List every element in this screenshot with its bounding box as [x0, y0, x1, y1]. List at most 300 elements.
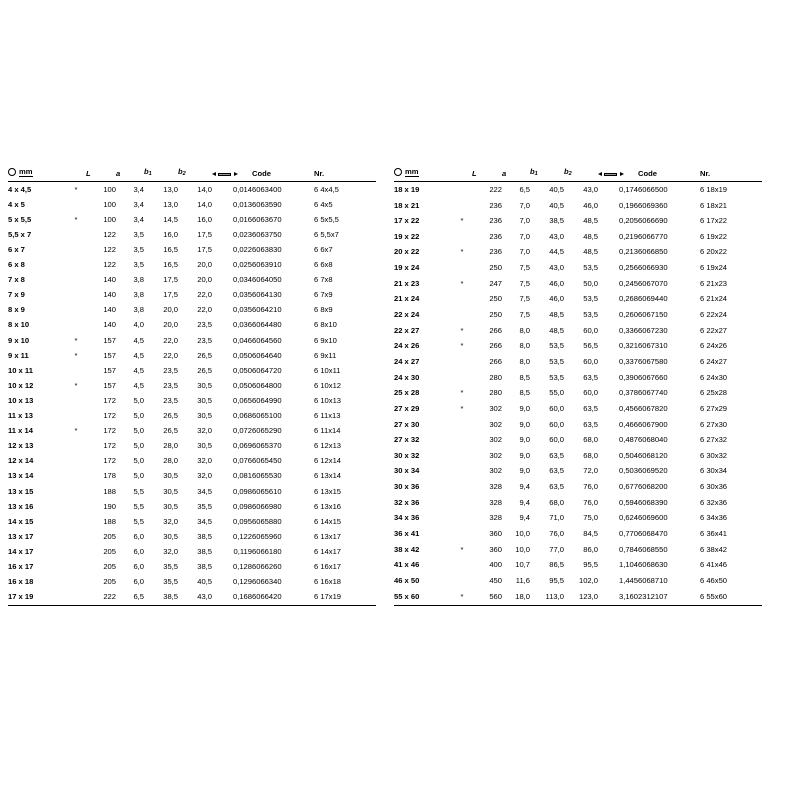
cell-nr: 6 11x13 — [314, 411, 341, 421]
cell-star — [66, 544, 86, 559]
cell-weight: 0,624 — [618, 513, 638, 523]
cell-code: 6067070 — [638, 278, 668, 288]
cell-a: 8,0 — [519, 341, 530, 351]
cell-b2: 38,5 — [197, 561, 212, 571]
cell-b1: 23,5 — [163, 380, 178, 390]
table-row — [8, 288, 376, 303]
cell-size: 41 x 46 — [394, 560, 420, 570]
cell-weight: 0,213 — [618, 247, 638, 257]
cell-b1: 13,0 — [163, 199, 178, 209]
cell-l: 328 — [489, 497, 502, 507]
cell-star: * — [74, 184, 78, 194]
cell-weight: 0,068 — [232, 411, 252, 421]
cell-weight: 0,119 — [233, 546, 252, 556]
cell-a: 6,0 — [133, 531, 144, 541]
cell-weight: 0,503 — [618, 466, 638, 476]
cell-weight: 0,196 — [618, 200, 638, 210]
cell-l: 250 — [489, 263, 502, 273]
cell-code: 6064210 — [252, 305, 282, 315]
cell-b1: 71,0 — [549, 513, 564, 523]
cell-size: 22 x 27 — [394, 325, 420, 335]
cell-nr: 6 55x60 — [700, 589, 762, 605]
cell-nr: 6 19x22 — [700, 231, 728, 241]
cell-size: 30 x 32 — [394, 450, 420, 460]
cell-star: * — [460, 247, 464, 257]
cell-size: 8 x 10 — [8, 320, 30, 330]
cell-weight: 0,022 — [232, 245, 252, 255]
cell-b1: 26,5 — [163, 426, 178, 436]
cell-l: 122 — [103, 229, 116, 239]
cell-a: 6,5 — [519, 184, 530, 194]
cell-l: 222 — [489, 184, 502, 194]
cell-b1: 30,5 — [163, 501, 178, 511]
cell-nr: 6 16x18 — [314, 577, 342, 587]
cell-l: 328 — [489, 482, 502, 492]
cell-star — [452, 307, 472, 323]
cell-code: 6068040 — [638, 435, 668, 445]
cell-weight: 0,013 — [232, 199, 252, 209]
cell-size: 46 x 50 — [394, 575, 420, 585]
cell-b2: 34,5 — [197, 486, 212, 496]
cell-a: 8,0 — [519, 325, 530, 335]
cell-l: 266 — [489, 325, 502, 335]
cell-code: 6067230 — [638, 325, 668, 335]
cell-b1: 35,5 — [163, 577, 178, 587]
cell-weight: 0,168 — [212, 589, 252, 605]
cell-a: 7,0 — [519, 216, 530, 226]
cell-b1: 46,0 — [549, 294, 564, 304]
cell-a: 3,8 — [133, 305, 144, 315]
cell-l: 247 — [489, 278, 502, 288]
cell-b1: 16,0 — [163, 229, 178, 239]
table-row — [394, 385, 762, 401]
table-row — [394, 479, 762, 495]
cell-size: 10 x 12 — [8, 380, 34, 390]
cell-size: 13 x 17 — [8, 531, 34, 541]
table-row — [394, 463, 762, 479]
cell-nr: 6 32x36 — [700, 497, 728, 507]
cell-code: 6064560 — [252, 335, 282, 345]
cell-star — [66, 318, 86, 333]
cell-size: 20 x 22 — [394, 247, 420, 257]
cell-nr: 6 30x36 — [700, 482, 728, 492]
cell-a: 5,5 — [133, 501, 144, 511]
cell-a: 3,4 — [133, 214, 144, 224]
cell-size: 9 x 10 — [8, 335, 30, 345]
cell-code: 6068550 — [638, 544, 668, 554]
cell-nr: 6 18x21 — [700, 200, 728, 210]
cell-a: 3,8 — [133, 290, 144, 300]
cell-l: 100 — [103, 184, 116, 194]
table-row — [394, 181, 762, 197]
cell-b1: 23,5 — [163, 395, 178, 405]
cell-weight: 0,050 — [232, 350, 252, 360]
cell-nr: 6 27x29 — [700, 403, 728, 413]
cell-b2: 53,5 — [583, 310, 598, 320]
cell-code: 6069520 — [638, 466, 668, 476]
cell-nr: 6 4x5 — [314, 199, 333, 209]
cell-a: 3,5 — [133, 229, 144, 239]
cell-b2: 16,0 — [197, 214, 212, 224]
cell-star — [66, 408, 86, 423]
cell-b1: 44,5 — [549, 247, 564, 257]
cell-code: 2312107 — [638, 589, 700, 605]
cell-star — [452, 495, 472, 511]
cell-weight: 0,050 — [232, 380, 252, 390]
cell-star: * — [460, 341, 464, 351]
table-row — [394, 213, 762, 229]
cell-code: 6067310 — [638, 341, 668, 351]
cell-star: * — [74, 426, 78, 436]
cell-b2: 40,5 — [197, 577, 212, 587]
cell-size: 17 x 19 — [8, 589, 66, 605]
table-row — [8, 348, 376, 363]
right-table-body — [394, 181, 762, 605]
table-row — [394, 557, 762, 573]
cell-b1: 53,5 — [549, 356, 564, 366]
cell-star — [66, 559, 86, 574]
cell-weight: 0,065 — [232, 395, 252, 405]
cell-l: 172 — [103, 456, 116, 466]
left-table-body — [8, 181, 376, 605]
cell-code: 6065450 — [252, 456, 282, 466]
table-row — [394, 448, 762, 464]
cell-nr: 6 5,5x7 — [314, 229, 339, 239]
cell-code: 6065610 — [252, 486, 282, 496]
cell-b1: 55,0 — [549, 388, 564, 398]
cell-b1: 32,0 — [163, 516, 178, 526]
width-arrows-icon — [212, 171, 238, 178]
cell-l: 157 — [103, 350, 116, 360]
cell-code: 6063400 — [252, 184, 282, 194]
cell-a: 10,7 — [515, 560, 530, 570]
cell-nr: 6 9x11 — [314, 350, 337, 360]
table-row — [394, 244, 762, 260]
cell-b2: 14,0 — [197, 184, 212, 194]
cell-size: 19 x 24 — [394, 263, 420, 273]
cell-nr: 6 41x46 — [700, 560, 728, 570]
cell-a: 4,0 — [133, 320, 144, 330]
cell-code: 6065100 — [252, 411, 282, 421]
cell-star — [452, 448, 472, 464]
cell-nr: 6 24x26 — [700, 341, 728, 351]
cell-code: 6064990 — [252, 395, 282, 405]
column-header-code: Code — [252, 168, 314, 181]
cell-l: 140 — [103, 275, 116, 285]
cell-l: 157 — [103, 335, 116, 345]
cell-nr: 6 20x22 — [700, 247, 728, 257]
cell-a: 4,5 — [133, 350, 144, 360]
cell-l: 302 — [489, 419, 502, 429]
cell-size: 32 x 36 — [394, 497, 420, 507]
column-header-b1: b1 — [144, 168, 178, 181]
cell-b1: 13,0 — [163, 184, 178, 194]
column-header-star — [452, 168, 472, 181]
table-row — [8, 514, 376, 529]
cell-weight: 0,770 — [618, 529, 638, 539]
cell-a: 5,0 — [133, 395, 144, 405]
cell-b2: 20,0 — [197, 275, 212, 285]
cell-weight: 0,504 — [618, 450, 638, 460]
cell-code: 6066260 — [252, 561, 282, 571]
cell-b2: 60,0 — [583, 325, 598, 335]
cell-b2: 76,0 — [583, 482, 598, 492]
cell-weight: 0,023 — [232, 229, 252, 239]
column-header-weight — [212, 168, 252, 181]
cell-nr: 6 24x27 — [700, 356, 728, 366]
cell-b2: 68,0 — [583, 450, 598, 460]
cell-b2: 48,5 — [583, 216, 598, 226]
cell-b2: 48,5 — [583, 247, 598, 257]
cell-a: 10,0 — [515, 544, 530, 554]
cell-size: 19 x 22 — [394, 231, 420, 241]
cell-a: 7,0 — [519, 231, 530, 241]
table-row — [8, 378, 376, 393]
table-row — [394, 338, 762, 354]
cell-b2: 38,5 — [197, 531, 212, 541]
cell-nr: 6 25x28 — [700, 388, 728, 398]
cell-b1: 60,0 — [549, 403, 564, 413]
cell-code: 6066770 — [638, 231, 668, 241]
cell-star — [66, 227, 86, 242]
cell-nr: 6 14x17 — [314, 546, 342, 556]
cell-size: 24 x 30 — [394, 372, 420, 382]
cell-l: 302 — [489, 466, 502, 476]
table-row — [394, 589, 762, 605]
cell-code: 6066930 — [638, 263, 668, 273]
cell-b1: 46,0 — [549, 278, 564, 288]
cell-weight: 0,069 — [232, 441, 252, 451]
column-header-b2: b2 — [564, 168, 598, 181]
cell-size: 22 x 24 — [394, 310, 420, 320]
table-row — [394, 260, 762, 276]
right-table-head — [394, 168, 762, 181]
cell-a: 9,4 — [519, 482, 530, 492]
cell-code: 6067660 — [638, 372, 668, 382]
table-row — [394, 370, 762, 386]
cell-b2: 35,5 — [197, 501, 212, 511]
cell-a: 8,0 — [519, 356, 530, 366]
cell-l: 140 — [103, 320, 116, 330]
cell-size: 16 x 17 — [8, 561, 34, 571]
cell-weight: 0,205 — [618, 216, 638, 226]
cell-code: 6069360 — [638, 200, 668, 210]
table-row — [394, 198, 762, 214]
table-row — [394, 323, 762, 339]
cell-a: 8,5 — [519, 372, 530, 382]
cell-code: 6064130 — [252, 290, 282, 300]
table-row — [8, 484, 376, 499]
cell-l: 400 — [489, 560, 502, 570]
cell-b2: 22,0 — [197, 305, 212, 315]
table-row — [8, 197, 376, 212]
cell-nr: 6 27x32 — [700, 435, 728, 445]
cell-l: 222 — [86, 589, 116, 605]
cell-l: 140 — [103, 305, 116, 315]
cell-b1: 95,5 — [549, 575, 564, 585]
cell-code: 6063910 — [252, 260, 282, 270]
column-header-l: L — [86, 168, 116, 181]
column-header-nr: Nr. — [700, 168, 762, 181]
cell-b2: 14,0 — [197, 199, 212, 209]
cell-size: 55 x 60 — [394, 589, 452, 605]
cell-b2: 30,5 — [197, 441, 212, 451]
cell-size: 27 x 32 — [394, 435, 420, 445]
cell-size: 34 x 36 — [394, 513, 420, 523]
cell-b2: 63,5 — [583, 372, 598, 382]
cell-nr: 6 17x22 — [700, 216, 728, 226]
cell-code: 6067900 — [638, 419, 668, 429]
cell-size: 10 x 11 — [8, 365, 33, 375]
cell-star: * — [452, 589, 472, 605]
cell-l: 302 — [489, 435, 502, 445]
cell-nr: 6 13x15 — [314, 486, 342, 496]
cell-b2: 123,0 — [564, 589, 598, 605]
cell-nr: 6 46x50 — [700, 575, 728, 585]
cell-star — [66, 529, 86, 544]
cell-star — [452, 463, 472, 479]
cell-a: 7,0 — [519, 200, 530, 210]
cell-b1: 26,5 — [163, 411, 178, 421]
cell-l: 360 — [489, 529, 502, 539]
cell-b2: 76,0 — [583, 497, 598, 507]
cell-nr: 6 8x9 — [314, 305, 333, 315]
cell-b1: 38,5 — [144, 589, 178, 605]
cell-b2: 63,5 — [583, 419, 598, 429]
cell-star: * — [460, 544, 464, 554]
cell-size: 30 x 36 — [394, 482, 420, 492]
cell-size: 4 x 5 — [8, 199, 25, 209]
cell-nr: 6 34x36 — [700, 513, 728, 523]
right-spec-table — [394, 168, 762, 606]
cell-nr: 6 36x41 — [700, 529, 728, 539]
table-row — [8, 181, 376, 197]
cell-a: 9,4 — [519, 497, 530, 507]
cell-star: * — [460, 278, 464, 288]
cell-code: 6067820 — [638, 403, 668, 413]
cell-weight: 0,321 — [618, 341, 638, 351]
cell-star — [452, 557, 472, 573]
cell-size: 17 x 22 — [394, 216, 420, 226]
cell-code: 6064720 — [252, 365, 282, 375]
cell-weight: 0,016 — [232, 214, 252, 224]
cell-nr: 6 30x32 — [700, 450, 728, 460]
cell-nr: 6 24x30 — [700, 372, 728, 382]
table-row — [8, 318, 376, 333]
table-row — [8, 212, 376, 227]
cell-weight: 0,036 — [232, 320, 252, 330]
cell-l: 266 — [489, 341, 502, 351]
cell-weight: 0,594 — [618, 497, 638, 507]
column-header-b1: b1 — [530, 168, 564, 181]
cell-nr: 6 17x19 — [314, 589, 376, 605]
cell-b1: 16,5 — [163, 260, 178, 270]
cell-a: 5,0 — [133, 441, 144, 451]
cell-b1: 28,0 — [163, 441, 178, 451]
cell-a: 6,0 — [133, 577, 144, 587]
cell-size: 10 x 13 — [8, 395, 34, 405]
cell-size: 18 x 19 — [394, 184, 420, 194]
cell-code: 6066420 — [252, 589, 314, 605]
cell-l: 280 — [489, 372, 502, 382]
cell-b1: 63,5 — [549, 450, 564, 460]
cell-code: 6068390 — [638, 497, 668, 507]
cell-a: 4,5 — [133, 335, 144, 345]
cell-weight: 0,456 — [618, 403, 638, 413]
cell-a: 10,0 — [515, 529, 530, 539]
cell-b2: 17,5 — [197, 229, 212, 239]
cell-b1: 35,5 — [163, 561, 178, 571]
cell-code: 6068470 — [638, 529, 668, 539]
cell-nr: 6 14x15 — [314, 516, 342, 526]
table-row — [8, 574, 376, 589]
cell-nr: 6 9x10 — [314, 335, 337, 345]
cell-size: 38 x 42 — [394, 544, 420, 554]
cell-b2: 48,5 — [583, 231, 598, 241]
cell-b2: 53,5 — [583, 263, 598, 273]
column-header-a: a — [116, 168, 144, 181]
cell-size: 7 x 9 — [8, 290, 25, 300]
cell-b1: 60,0 — [549, 435, 564, 445]
cell-code: 6069600 — [638, 513, 668, 523]
cell-a: 6,0 — [133, 561, 144, 571]
cell-b2: 17,5 — [197, 245, 212, 255]
tables-container — [8, 168, 792, 606]
cell-nr: 6 5x5,5 — [314, 214, 339, 224]
cell-size: 14 x 17 — [8, 546, 34, 556]
cell-nr: 6 16x17 — [314, 561, 342, 571]
column-header-size-label: mm — [19, 167, 33, 176]
cell-weight: 0,337 — [618, 356, 638, 366]
cell-a: 3,4 — [133, 199, 144, 209]
cell-b2: 60,0 — [583, 356, 598, 366]
cell-code: 6066340 — [252, 577, 282, 587]
column-header-code: Code — [638, 168, 700, 181]
table-row — [394, 510, 762, 526]
table-row — [8, 454, 376, 469]
cell-l: 157 — [103, 380, 116, 390]
cell-l: 450 — [489, 575, 502, 585]
cell-a: 3,5 — [133, 260, 144, 270]
cell-star — [452, 432, 472, 448]
cell-size: 11 x 13 — [8, 411, 33, 421]
cell-code: 6066180 — [252, 546, 282, 556]
cell-b1: 30,5 — [163, 471, 178, 481]
cell-a: 9,0 — [519, 466, 530, 476]
column-header-size — [394, 168, 452, 181]
table-row — [8, 438, 376, 453]
cell-nr: 6 7x8 — [314, 275, 333, 285]
cell-code: 6067580 — [638, 356, 668, 366]
cell-nr: 6 18x19 — [700, 184, 728, 194]
cell-star — [66, 589, 86, 605]
column-header-b2: b2 — [178, 168, 212, 181]
cell-size: 5 x 5,5 — [8, 214, 32, 224]
table-row — [8, 272, 376, 287]
cell-nr: 6 6x7 — [314, 245, 333, 255]
cell-size: 18 x 21 — [394, 200, 420, 210]
cell-b2: 72,0 — [583, 466, 598, 476]
table-row — [8, 423, 376, 438]
cell-size: 5,5 x 7 — [8, 229, 32, 239]
table-row — [394, 229, 762, 245]
cell-star: * — [460, 325, 464, 335]
cell-nr: 6 4x4,5 — [314, 184, 339, 194]
cell-b2: 95,5 — [583, 560, 598, 570]
cell-b1: 68,0 — [549, 497, 564, 507]
cell-code: 6067150 — [638, 310, 668, 320]
cell-weight: 1,445 — [618, 575, 638, 585]
